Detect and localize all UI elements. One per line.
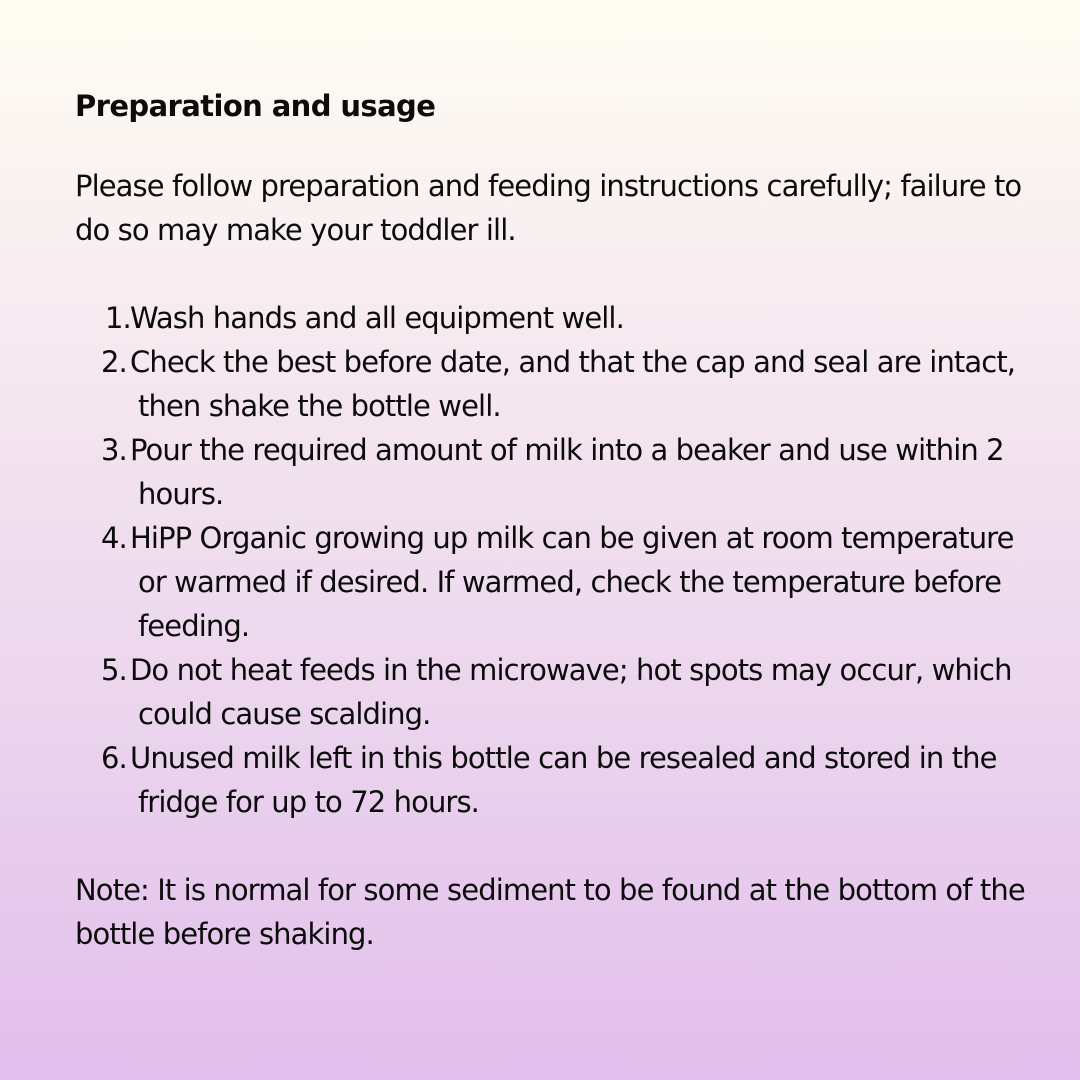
step-text: HiPP Organic growing up milk can be given at room temperature or warmed if desired. If warmed, check the temperature before feeding. (130, 521, 1014, 643)
step-number: 4. (101, 521, 127, 555)
note-paragraph: Note: It is normal for some sediment to be found at the bottom of the bottle before shaking. (75, 873, 1025, 951)
list-item (75, 428, 1035, 516)
page-title: Preparation and usage (75, 89, 436, 123)
list-item (75, 736, 1035, 824)
step-number: 5. (101, 653, 127, 687)
step-number: 1. (105, 301, 131, 335)
step-number: 6. (101, 741, 127, 775)
step-text: Do not heat feeds in the microwave; hot spots may occur, which could cause scalding. (130, 653, 1012, 731)
step-text: Pour the required amount of milk into a beaker and use within 2 hours. (130, 433, 1004, 511)
steps-list (75, 296, 1035, 824)
instructions-card (75, 84, 1035, 956)
step-text: Wash hands and all equipment well. (130, 301, 624, 335)
list-item (75, 516, 1035, 648)
step-text: Unused milk left in this bottle can be resealed and stored in the fridge for up to 72 hours. (130, 741, 997, 819)
list-item (75, 296, 1035, 340)
step-number: 3. (101, 433, 127, 467)
intro-paragraph: Please follow preparation and feeding instructions carefully; failure to do so may make your toddler ill. (75, 169, 1022, 247)
step-text: Check the best before date, and that the cap and seal are intact, then shake the bottle well. (130, 345, 1016, 423)
step-number: 2. (101, 345, 127, 379)
list-item (75, 340, 1035, 428)
list-item (75, 648, 1035, 736)
